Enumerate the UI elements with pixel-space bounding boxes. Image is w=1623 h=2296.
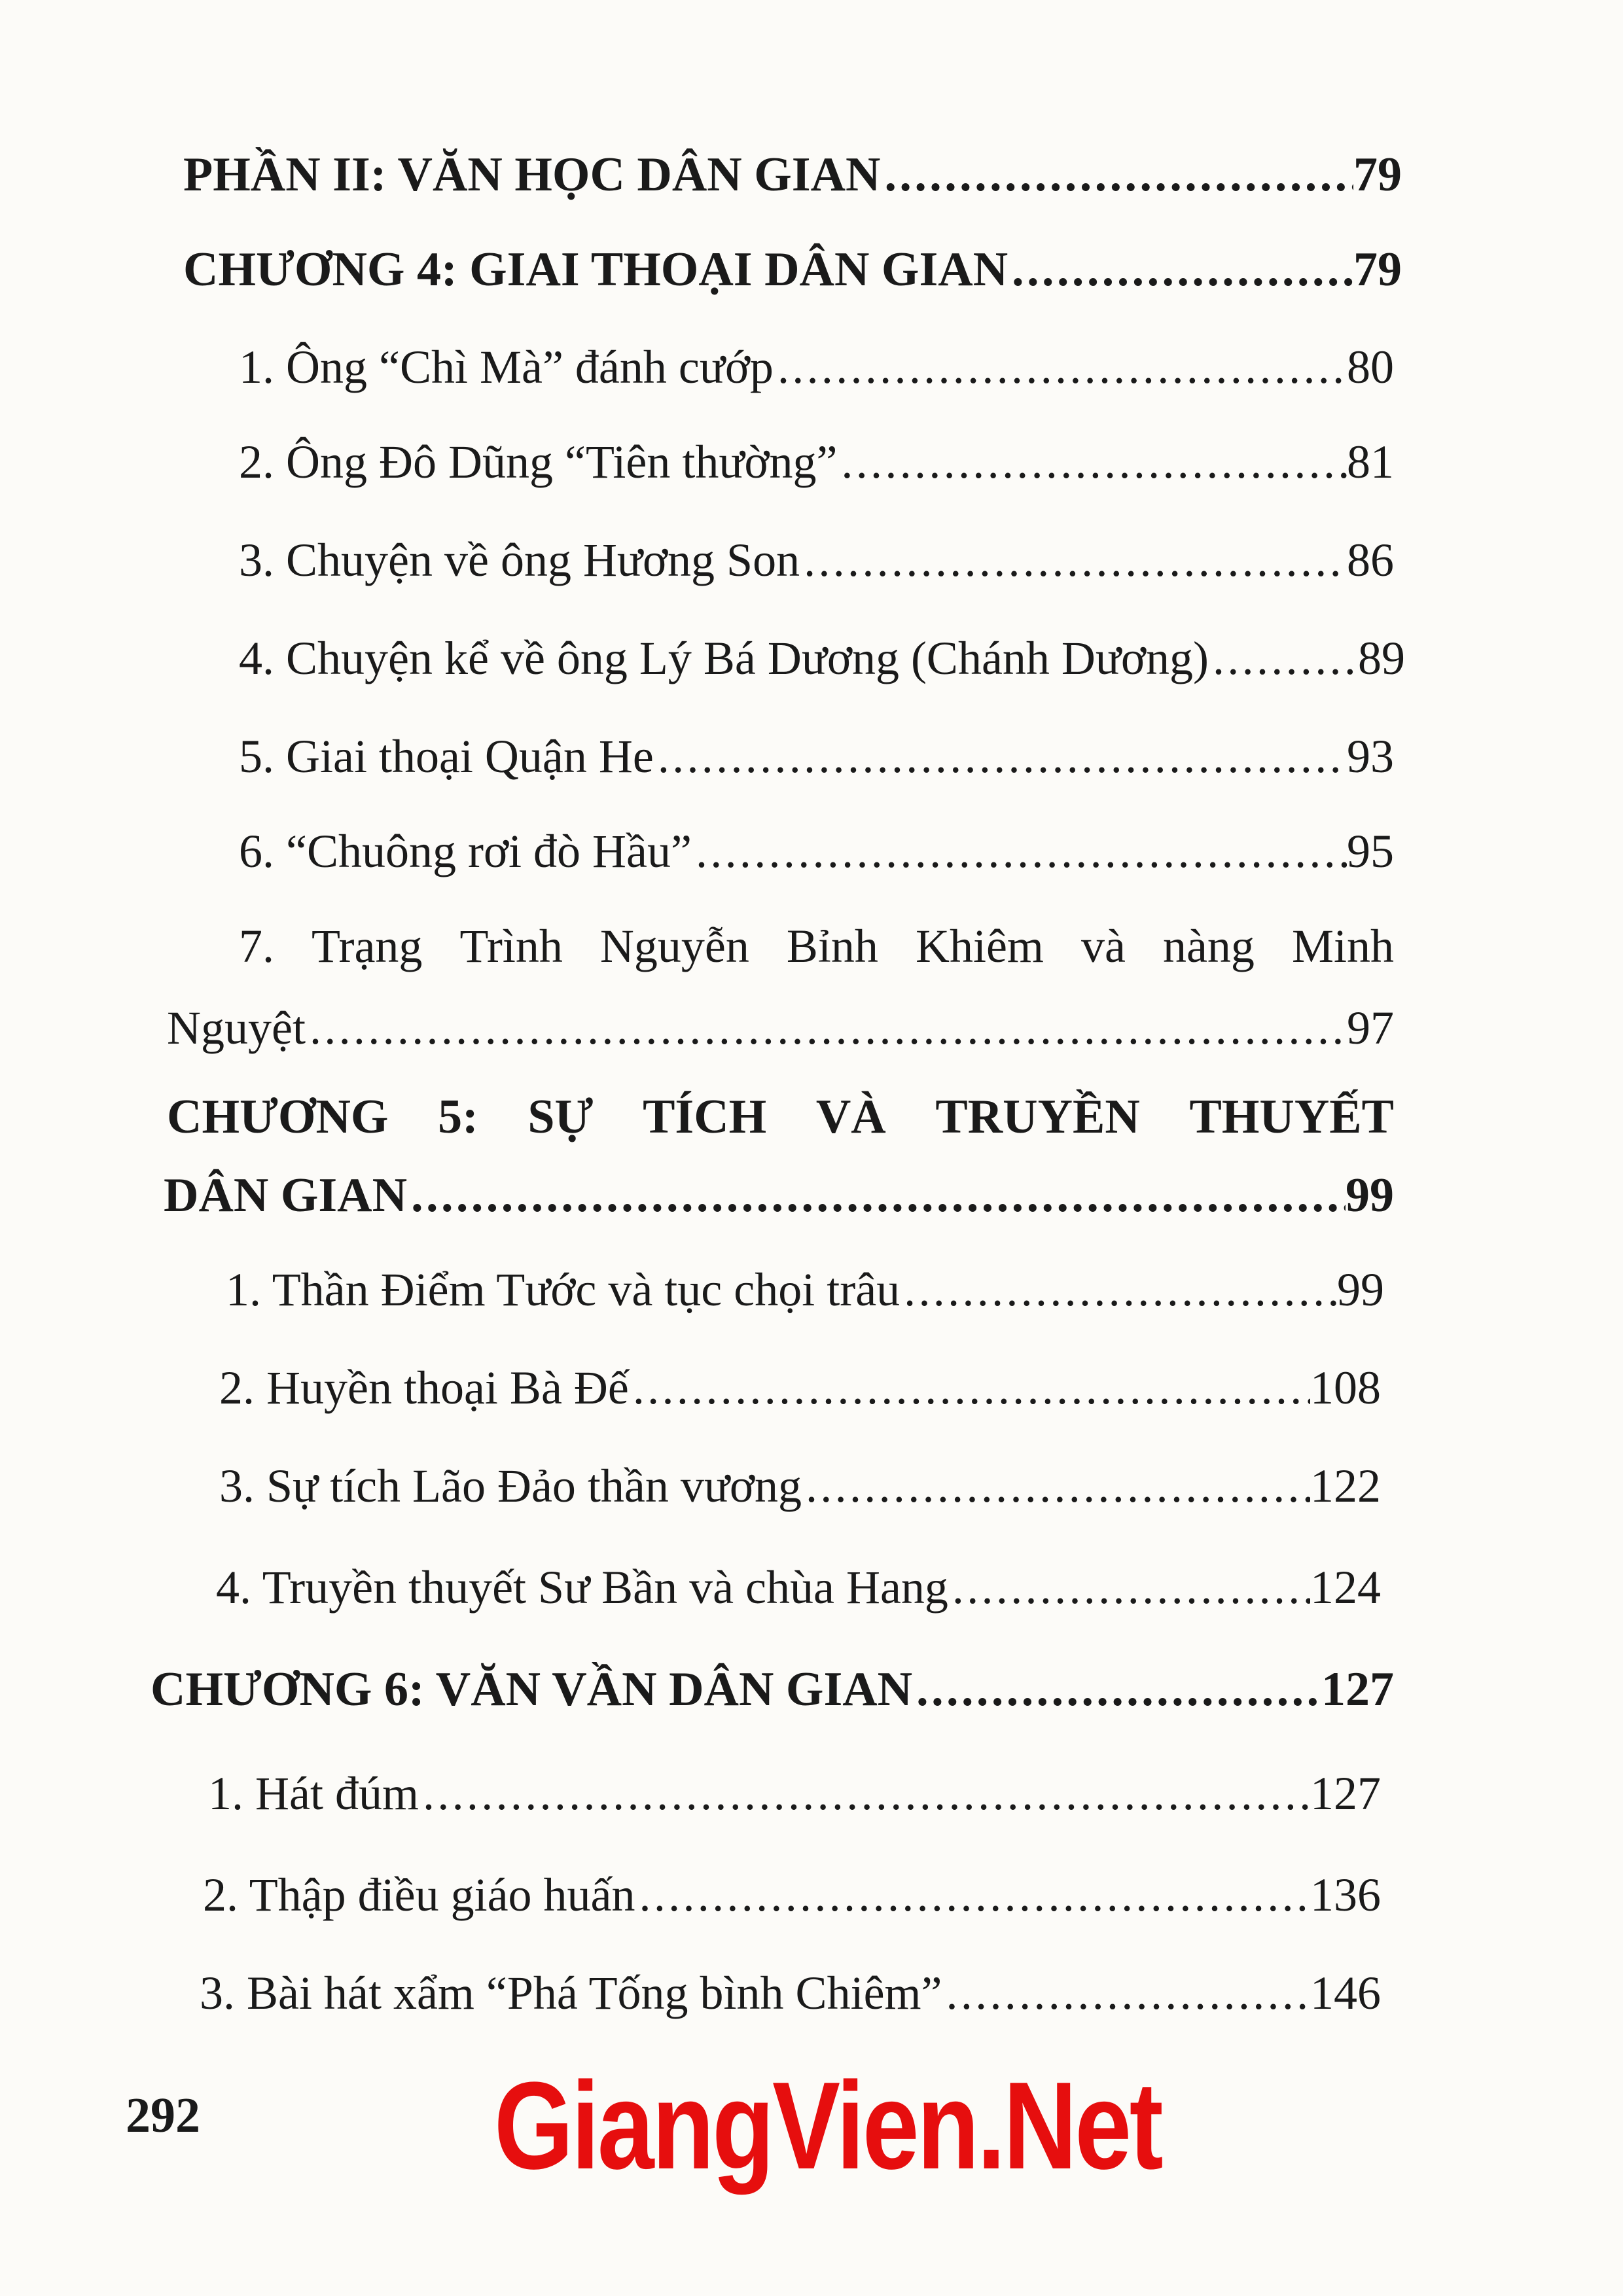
word: Khiêm xyxy=(915,920,1044,972)
toc-entry-title: 1. Hát đúm xyxy=(208,1767,419,1820)
leader-dots xyxy=(912,1662,1321,1718)
toc-entry-title: 4. Truyền thuyết Sư Bần và chùa Hang xyxy=(216,1561,948,1614)
toc-entry-item[interactable] xyxy=(208,1767,1381,1839)
toc-entry-title: Nguyệt xyxy=(167,1002,306,1054)
toc-entry-page: 99 xyxy=(1346,1169,1394,1222)
word: CHƯƠNG xyxy=(167,1090,389,1144)
toc-entry-item[interactable] xyxy=(239,730,1394,802)
toc-entry-title: 1. Ông “Chì Mà” đánh cướp xyxy=(239,341,774,393)
page-number: 292 xyxy=(126,2088,200,2143)
toc-entry-item[interactable] xyxy=(219,1361,1381,1433)
leader-dots xyxy=(654,730,1347,784)
toc-entry-page: 93 xyxy=(1347,730,1394,783)
toc-entry-item[interactable] xyxy=(239,824,1394,896)
toc-entry-page: 80 xyxy=(1347,341,1394,393)
toc-entry-item[interactable] xyxy=(216,1561,1381,1633)
toc-entry-title: DÂN GIAN xyxy=(164,1169,408,1222)
toc-entry-item[interactable] xyxy=(239,533,1394,605)
toc-entry-title: 3. Sự tích Lão Đảo thần vương xyxy=(219,1460,802,1512)
toc-entry-item[interactable] xyxy=(226,1263,1384,1335)
toc-entry-chapter-4[interactable] xyxy=(183,242,1402,314)
word: Minh xyxy=(1291,920,1394,972)
leader-dots xyxy=(629,1361,1310,1415)
toc-entry-page: 79 xyxy=(1353,243,1402,296)
leader-dots xyxy=(800,533,1347,588)
toc-entry-page: 97 xyxy=(1347,1002,1394,1054)
toc-entry-title: PHẦN II: VĂN HỌC DÂN GIAN xyxy=(183,148,881,202)
toc-entry-title: 5. Giai thoại Quận He xyxy=(239,730,654,783)
toc-entry-item[interactable] xyxy=(219,1459,1381,1531)
watermark-logo: GiangVien.Net xyxy=(494,2057,1162,2195)
toc-entry-title: CHƯƠNG 6: VĂN VẦN DÂN GIAN xyxy=(151,1663,913,1716)
toc-entry-item[interactable] xyxy=(239,631,1405,703)
toc-entry-item[interactable] xyxy=(239,340,1394,412)
word: Trạng xyxy=(312,920,423,972)
toc-entry-title: 4. Chuyện kể về ông Lý Bá Dương (Chánh Dương) xyxy=(239,632,1209,684)
word: THUYẾT xyxy=(1189,1090,1394,1144)
toc-entry-chapter-5-line-2[interactable] xyxy=(164,1168,1394,1240)
toc-entry-title: 2. Thập điều giáo huấn xyxy=(203,1869,635,1921)
toc-entry-title: CHƯƠNG 4: GIAI THOẠI DÂN GIAN xyxy=(183,243,1008,296)
word: 5: xyxy=(438,1090,478,1144)
toc-entry-title: 2. Ông Đô Dũng “Tiên thường” xyxy=(239,436,838,488)
word: 7. xyxy=(239,920,274,972)
toc-entry-page: 99 xyxy=(1337,1263,1384,1316)
toc-entry-item-7-line-1[interactable] xyxy=(239,919,1394,991)
toc-entry-item[interactable] xyxy=(203,1868,1381,1940)
toc-entry-page: 122 xyxy=(1310,1460,1381,1512)
toc-entry-title: 3. Bài hát xẩm “Phá Tống bình Chiêm” xyxy=(200,1967,942,2019)
toc-entry-item[interactable] xyxy=(239,435,1394,507)
word: VÀ xyxy=(815,1090,886,1144)
leader-dots xyxy=(1008,242,1353,298)
word: Nguyễn xyxy=(599,920,749,972)
toc-entry-page: 136 xyxy=(1310,1869,1381,1921)
leader-dots xyxy=(774,340,1347,395)
word: TÍCH xyxy=(643,1090,767,1144)
word: SỰ xyxy=(527,1090,594,1144)
word: Bỉnh xyxy=(786,920,878,972)
leader-dots xyxy=(419,1767,1310,1821)
toc-entry-item-7-line-2[interactable] xyxy=(167,1001,1394,1073)
toc-entry-title: 1. Thần Điểm Tước và tục chọi trâu xyxy=(226,1263,901,1316)
toc-entry-item[interactable] xyxy=(200,1966,1381,2038)
word: Trình xyxy=(459,920,563,972)
toc-entry-page: 86 xyxy=(1347,534,1394,586)
word: nàng xyxy=(1162,920,1255,972)
toc-entry-page: 124 xyxy=(1310,1561,1381,1614)
leader-dots xyxy=(802,1459,1310,1513)
toc-entry-page: 81 xyxy=(1347,436,1394,488)
toc-entry-part-2[interactable] xyxy=(183,147,1402,219)
leader-dots xyxy=(837,435,1347,489)
leader-dots xyxy=(635,1868,1310,1922)
leader-dots xyxy=(942,1966,1311,2021)
leader-dots xyxy=(306,1001,1347,1055)
toc-entry-page: 108 xyxy=(1310,1362,1381,1414)
leader-dots xyxy=(1209,631,1358,686)
toc-entry-page: 127 xyxy=(1321,1663,1394,1716)
toc-entry-page: 89 xyxy=(1358,632,1405,684)
leader-dots xyxy=(948,1561,1310,1615)
toc-entry-chapter-5-line-1[interactable] xyxy=(167,1089,1394,1161)
word: và xyxy=(1080,920,1126,972)
toc-entry-title: 6. “Chuông rơi đò Hầu” xyxy=(239,825,692,877)
word: TRUYỀN xyxy=(935,1090,1140,1144)
toc-entry-chapter-6[interactable] xyxy=(151,1662,1394,1734)
leader-dots xyxy=(900,1263,1337,1317)
toc-entry-title: 2. Huyền thoại Bà Đế xyxy=(219,1362,629,1414)
toc-entry-page: 127 xyxy=(1310,1767,1381,1820)
toc-entry-title: 3. Chuyện về ông Hương Son xyxy=(239,534,800,586)
toc-entry-page: 146 xyxy=(1310,1967,1381,2019)
leader-dots xyxy=(692,824,1347,879)
toc-entry-page: 79 xyxy=(1353,148,1402,202)
leader-dots xyxy=(407,1168,1346,1224)
toc-entry-page: 95 xyxy=(1347,825,1394,877)
leader-dots xyxy=(880,147,1353,203)
